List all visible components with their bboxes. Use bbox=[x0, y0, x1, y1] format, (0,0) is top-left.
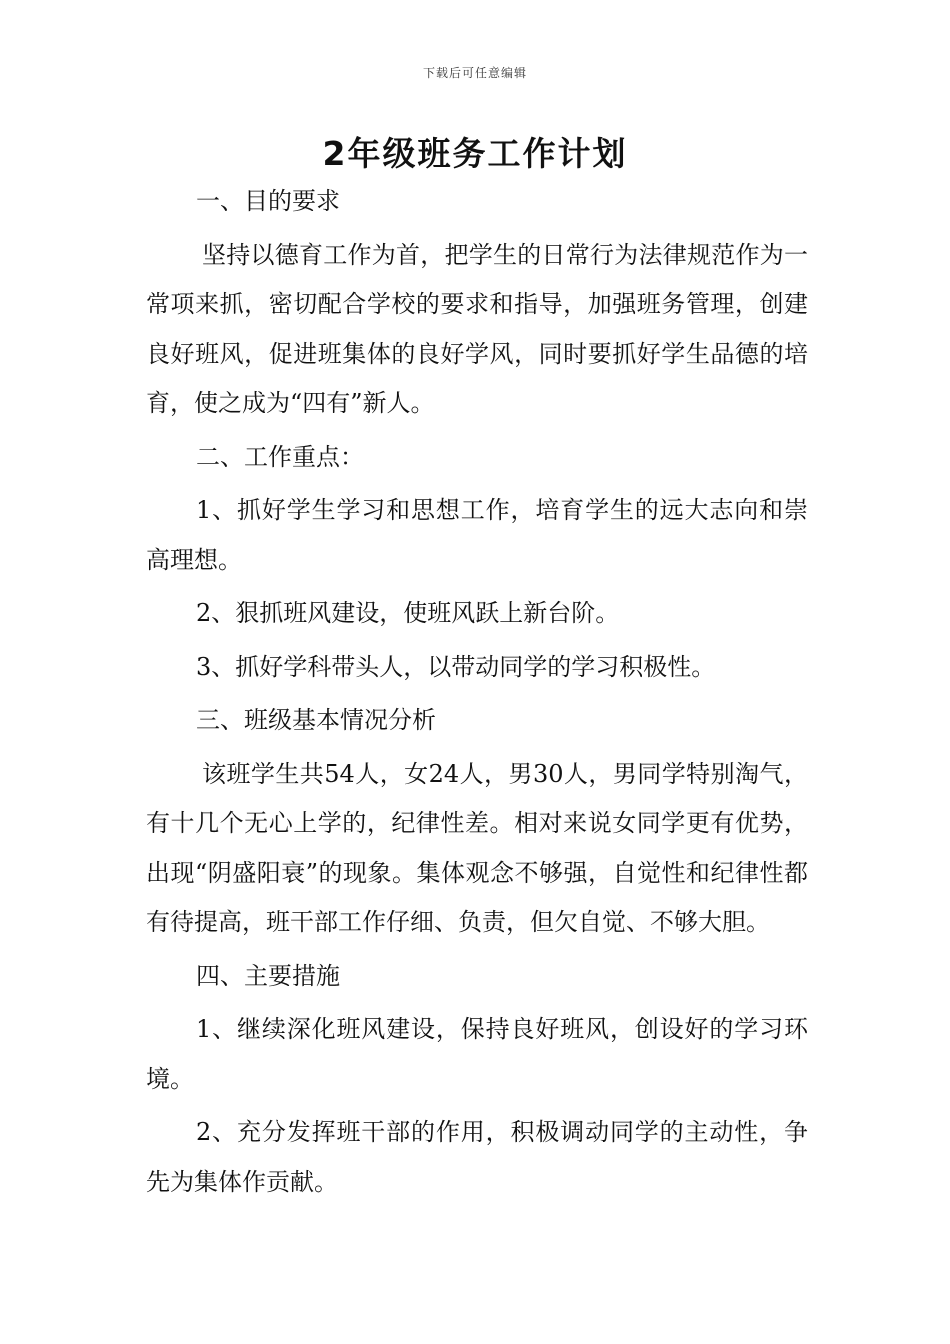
section-heading-focus: 二、工作重点： bbox=[196, 442, 364, 471]
list-item-focus-1: 1、抓好学生学习和思想工作，培育学生的远大志向和崇高理想。 bbox=[146, 496, 808, 574]
header-note: 下载后可任意编辑 bbox=[422, 66, 527, 80]
list-item-focus-2: 2、狠抓班风建设，使班风跃上新台阶。 bbox=[196, 599, 620, 627]
section-heading-purpose: 一、目的要求 bbox=[196, 187, 340, 215]
list-item-measure-2: 2、充分发挥班干部的作用，积极调动同学的主动性，争先为集体作贡献。 bbox=[146, 1118, 808, 1196]
document-body bbox=[146, 177, 808, 1211]
paragraph-analysis: 该班学生共54人，女24人，男30人，男同学特别淘气，有十几个无心上学的，纪律性差。相对来说女同学更有优势，出现“阴盛阳衰”的现象。集体观念不够强，自觉性和纪律性都有待提高，班干部工作仔细、负责，但欠自觉、不够大胆。 bbox=[146, 759, 808, 936]
section-heading-analysis: 三、班级基本情况分析 bbox=[196, 706, 436, 734]
paragraph-purpose: 坚持以德育工作为首，把学生的日常行为法律规范作为一常项来抓，密切配合学校的要求和指导，加强班务管理，创建良好班风，促进班集体的良好学风，同时要抓好学生品德的培育，使之成为“四有”新人。 bbox=[146, 240, 808, 417]
document-title: 2年级班务工作计划 bbox=[322, 134, 628, 173]
list-item-focus-3: 3、抓好学科带头人，以带动同学的学习积极性。 bbox=[196, 652, 716, 681]
list-item-measure-1: 1、继续深化班风建设，保持良好班风，创设好的学习环境。 bbox=[146, 1015, 808, 1093]
section-heading-measures: 四、主要措施 bbox=[196, 961, 340, 990]
